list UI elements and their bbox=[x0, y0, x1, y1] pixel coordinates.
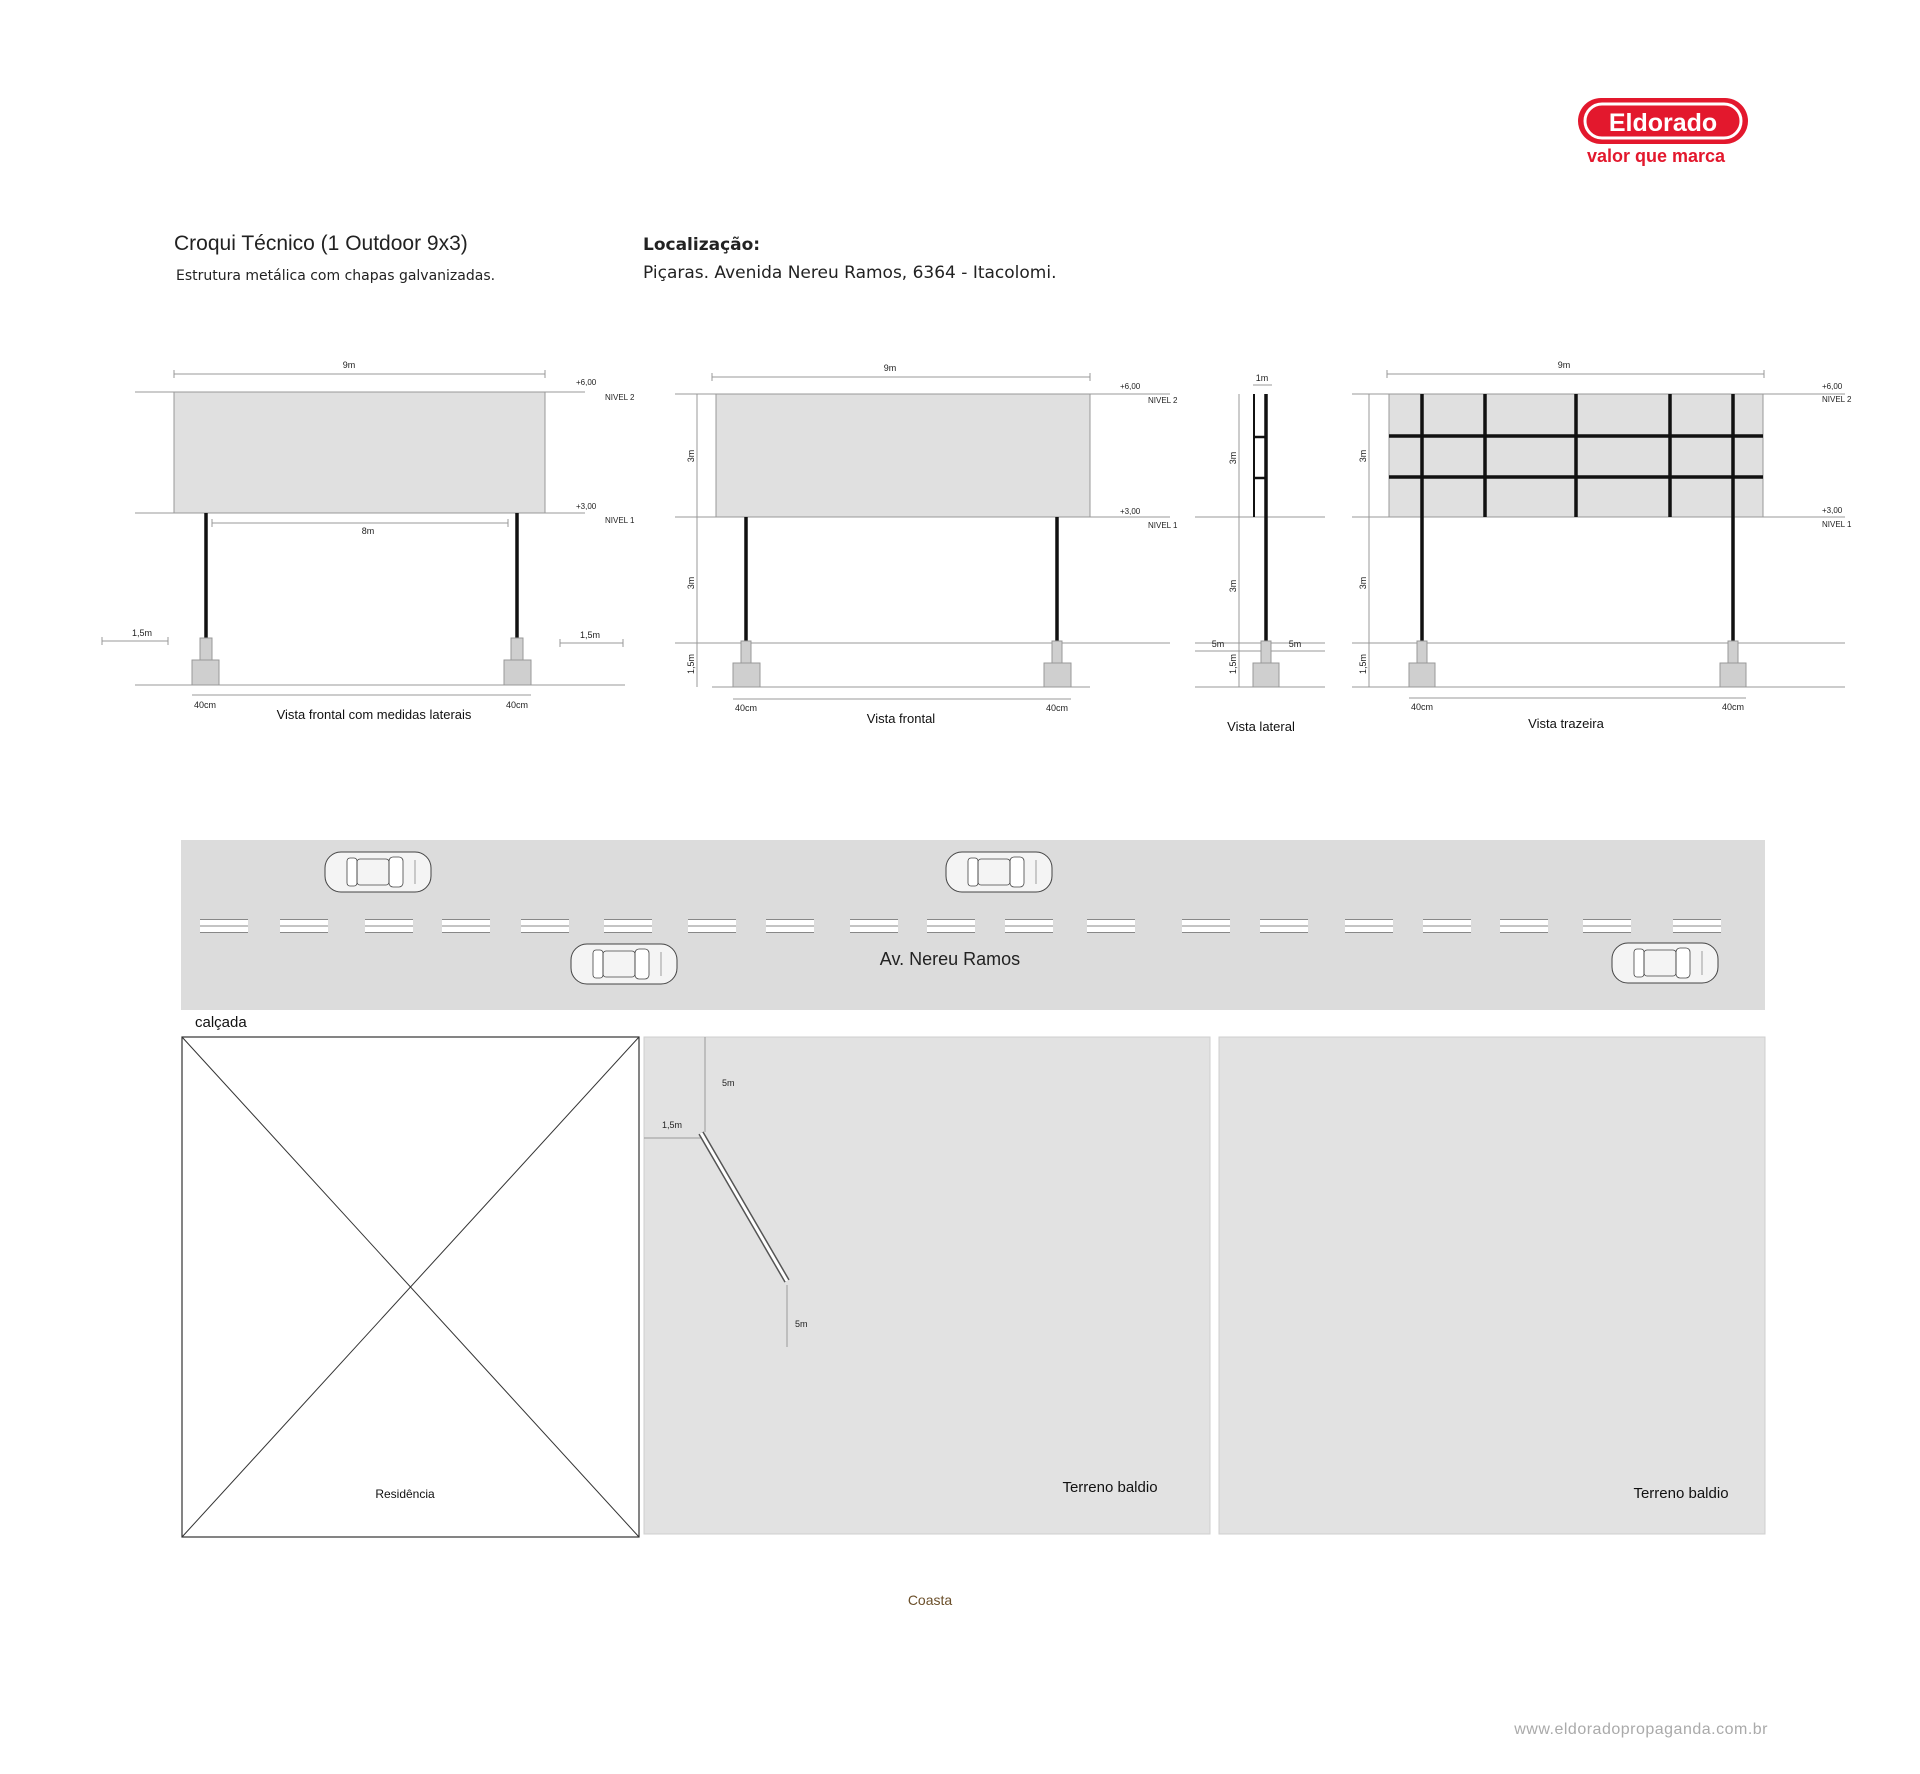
level-mid-name: NIVEL 1 bbox=[1822, 520, 1852, 529]
view-frontal bbox=[675, 363, 1178, 726]
lot-label: Residência bbox=[375, 1487, 435, 1501]
pier bbox=[1261, 641, 1271, 663]
base-right-label: 40cm bbox=[1721, 702, 1745, 712]
left-pier bbox=[1417, 641, 1427, 663]
level-mid-name: NIVEL 1 bbox=[1148, 521, 1178, 530]
left-label: 5m bbox=[1211, 639, 1225, 649]
view-frontal-medidas bbox=[102, 360, 635, 722]
lane-dash bbox=[1500, 919, 1548, 933]
width-label: 9m bbox=[342, 360, 356, 370]
right-pier bbox=[1728, 641, 1738, 663]
base-right-label: 40cm bbox=[1045, 703, 1069, 713]
lane-dash bbox=[688, 919, 736, 933]
level-top: +6,00 bbox=[1822, 382, 1843, 391]
base-right-label: 40cm bbox=[505, 700, 529, 710]
lane-dash bbox=[521, 919, 569, 933]
lane-dash bbox=[1087, 919, 1135, 933]
logo-text: Eldorado bbox=[1608, 109, 1718, 137]
lot-terreno-baldio-2 bbox=[1219, 1037, 1765, 1534]
lane-dash bbox=[1260, 919, 1308, 933]
lane-dash bbox=[1005, 919, 1053, 933]
lane-dash bbox=[927, 919, 975, 933]
plan-bottom-label: 5m bbox=[795, 1319, 808, 1329]
billboard-panel bbox=[716, 394, 1090, 517]
level-top-name: NIVEL 2 bbox=[1822, 395, 1852, 404]
right-footing bbox=[1720, 663, 1746, 687]
level-top: +6,00 bbox=[1120, 382, 1141, 391]
width-label: 9m bbox=[1557, 360, 1571, 370]
lot-residencia bbox=[182, 1037, 639, 1537]
lane-dash bbox=[280, 919, 328, 933]
sidewalk-label: calçada bbox=[195, 1014, 247, 1031]
lane-dash bbox=[604, 919, 652, 933]
lot-label: Terreno baldio bbox=[1062, 1479, 1158, 1496]
lane-dash bbox=[1673, 919, 1721, 933]
plan-top-label: 5m bbox=[722, 1078, 735, 1088]
lot-label: Terreno baldio bbox=[1633, 1485, 1729, 1502]
pole-height-label: 3m bbox=[686, 576, 696, 590]
view-caption: Vista frontal com medidas laterais bbox=[276, 707, 472, 722]
view-caption: Vista trazeira bbox=[1528, 716, 1604, 731]
level-mid: +3,00 bbox=[1120, 507, 1141, 516]
lane-dash bbox=[1182, 919, 1230, 933]
level-mid-name: NIVEL 1 bbox=[605, 516, 635, 525]
car-icon bbox=[1612, 943, 1718, 983]
view-trazeira bbox=[1352, 360, 1852, 731]
base-height-label: 1,5m bbox=[686, 653, 696, 675]
lane-dash bbox=[850, 919, 898, 933]
car-icon bbox=[946, 852, 1052, 892]
location-label: Localização: bbox=[643, 235, 761, 255]
inner-width-label: 8m bbox=[361, 526, 375, 536]
lane-dash bbox=[365, 919, 413, 933]
width-label: 9m bbox=[883, 363, 897, 373]
footing bbox=[1253, 663, 1279, 687]
pole-height-label: 3m bbox=[1358, 576, 1368, 590]
view-caption: Vista frontal bbox=[866, 711, 936, 726]
left-footing bbox=[733, 663, 760, 687]
right-footing bbox=[1044, 663, 1071, 687]
right-pier bbox=[511, 638, 523, 660]
lane-dash bbox=[1345, 919, 1393, 933]
level-mid: +3,00 bbox=[576, 502, 597, 511]
left-footing bbox=[1409, 663, 1435, 687]
left-footing bbox=[192, 660, 219, 685]
left-pier bbox=[741, 641, 751, 663]
right-footing bbox=[504, 660, 531, 685]
base-left-label: 40cm bbox=[734, 703, 758, 713]
base-left-label: 40cm bbox=[1410, 702, 1434, 712]
base-height-label: 1,5m bbox=[1358, 653, 1368, 675]
base-left-label: 40cm bbox=[193, 700, 217, 710]
right-label: 5m bbox=[1288, 639, 1302, 649]
lot-terreno-baldio-1 bbox=[644, 1037, 1210, 1534]
panel-height-label: 3m bbox=[1228, 451, 1238, 465]
level-top-name: NIVEL 2 bbox=[605, 393, 635, 402]
level-mid: +3,00 bbox=[1822, 506, 1843, 515]
sketch-subtitle: Estrutura metálica com chapas galvanizadas. bbox=[176, 268, 496, 284]
billboard-panel bbox=[174, 392, 545, 513]
lane-dash bbox=[1423, 919, 1471, 933]
road bbox=[181, 840, 1765, 1010]
lane-dash bbox=[1583, 919, 1631, 933]
plan-side-label: 1,5m bbox=[662, 1120, 683, 1130]
eldorado-logo bbox=[1578, 98, 1748, 166]
road-name: Av. Nereu Ramos bbox=[879, 949, 1021, 969]
panel-height-label: 3m bbox=[686, 449, 696, 463]
left-pier bbox=[200, 638, 212, 660]
lane-dash bbox=[766, 919, 814, 933]
sketch-title: Croqui Técnico (1 Outdoor 9x3) bbox=[174, 232, 468, 255]
level-top: +6,00 bbox=[576, 378, 597, 387]
panel-height-label: 3m bbox=[1358, 449, 1368, 463]
view-caption: Vista lateral bbox=[1227, 719, 1295, 734]
lane-dash bbox=[442, 919, 490, 933]
logo-tagline: valor que marca bbox=[1586, 146, 1726, 166]
car-icon bbox=[325, 852, 431, 892]
level-top-name: NIVEL 2 bbox=[1148, 396, 1178, 405]
pole-height-label: 3m bbox=[1228, 579, 1238, 593]
right-pier bbox=[1052, 641, 1062, 663]
left-side-label: 1,5m bbox=[131, 628, 153, 638]
base-height-label: 1,5m bbox=[1228, 653, 1238, 675]
car-icon bbox=[571, 944, 677, 984]
coast-label: Coasta bbox=[907, 1592, 953, 1608]
view-lateral bbox=[1195, 373, 1325, 734]
website-url: www.eldoradopropaganda.com.br bbox=[1514, 1721, 1768, 1738]
lane-dash bbox=[200, 919, 248, 933]
right-side-label: 1,5m bbox=[579, 630, 601, 640]
depth-label: 1m bbox=[1255, 373, 1269, 383]
location-address: Piçaras. Avenida Nereu Ramos, 6364 - Itacolomi. bbox=[643, 263, 1057, 283]
